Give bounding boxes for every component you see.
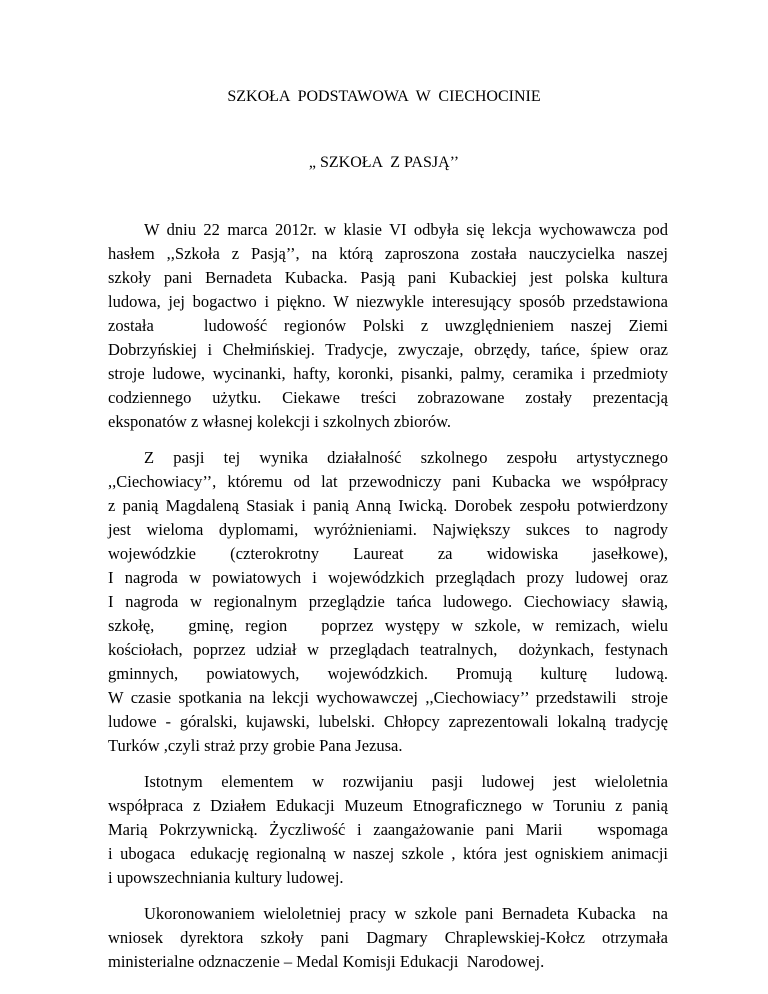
article-body	[108, 218, 668, 974]
paragraph-line: wniosek dyrektora szkoły pani Dagmary Chraplewskiej-Kołcz otrzymała	[108, 928, 668, 947]
paragraph-line: ,,Ciechowiacy’’, któremu od lat przewodniczy pani Kubacka we współpracy	[108, 472, 668, 491]
paragraph-line: została ludowość regionów Polski z uwzględnieniem naszej Ziemi	[108, 316, 668, 335]
paragraph-line: W dniu 22 marca 2012r. w klasie VI odbyła się lekcja wychowawcza pod	[144, 220, 668, 239]
paragraph	[108, 446, 668, 758]
paragraph-line: ludowa, jej bogactwo i piękno. W niezwykle interesujący sposób przedstawiona	[108, 292, 668, 311]
paragraph-line: i upowszechniania kultury ludowej.	[108, 868, 344, 887]
paragraph-line: współpraca z Działem Edukacji Muzeum Etnograficznego w Toruniu z panią	[108, 796, 668, 815]
paragraph-line: eksponatów z własnej kolekcji i szkolnych zbiorów.	[108, 412, 452, 431]
paragraph-line: ministerialne odznaczenie – Medal Komisji Edukacji Narodowej.	[108, 952, 545, 971]
paragraph-line: Z pasji tej wynika działalność szkolnego zespołu artystycznego	[144, 448, 668, 467]
paragraph-line: jest wieloma dyplomami, wyróżnieniami. Największy sukces to nagrody	[108, 520, 668, 539]
paragraph-line: hasłem ,,Szkoła z Pasją’’, na którą zaproszona została nauczycielka naszej	[108, 244, 668, 263]
paragraph-line: I nagroda w regionalnym przeglądzie tańca ludowego. Ciechowiacy sławią,	[108, 592, 668, 611]
paragraph-line: wojewódzkie (czterokrotny Laureat za widowiska jasełkowe),	[108, 544, 668, 563]
paragraph	[108, 218, 668, 434]
paragraph-line: Marią Pokrzywnicką. Życzliwość i zaangażowanie pani Marii wspomaga	[108, 820, 668, 839]
paragraph-line: codziennego użytku. Ciekawe treści zobrazowane zostały prezentacją	[108, 388, 668, 407]
paragraph-line: kościołach, poprzez udział w przeglądach teatralnych, dożynkach, festynach	[108, 640, 668, 659]
school-name-heading: SZKOŁA PODSTAWOWA W CIECHOCINIE	[227, 88, 541, 105]
paragraph	[108, 770, 668, 890]
paragraph-line: Istotnym elementem w rozwijaniu pasji ludowej jest wieloletnia	[144, 772, 668, 791]
paragraph-line: Ukoronowaniem wieloletniej pracy w szkole pani Bernadeta Kubacka na	[144, 904, 668, 923]
paragraph-line: i ubogaca edukację regionalną w naszej szkole , która jest ogniskiem animacji	[108, 844, 668, 863]
paragraph-line: stroje ludowe, wycinanki, hafty, koronki, pisanki, palmy, ceramika i przedmioty	[108, 364, 668, 383]
paragraph-line: Dobrzyńskiej i Chełmińskiej. Tradycje, zwyczaje, obrzędy, tańce, śpiew oraz	[108, 340, 668, 359]
paragraph-line: szkoły pani Bernadeta Kubacka. Pasją pani Kubackiej jest polska kultura	[108, 268, 668, 287]
paragraph-line: Turków ,czyli straż przy grobie Pana Jezusa.	[108, 736, 403, 755]
paragraph-line: I nagroda w powiatowych i wojewódzkich przeglądach prozy ludowej oraz	[108, 568, 668, 587]
article-title: „ SZKOŁA Z PASJĄ’’	[308, 154, 460, 171]
paragraph-line: z panią Magdaleną Stasiak i panią Anną Iwicką. Dorobek zespołu potwierdzony	[108, 496, 668, 515]
paragraph-line: szkołę, gminę, region poprzez występy w szkole, w remizach, wielu	[108, 616, 668, 635]
paragraph	[108, 902, 668, 974]
paragraph-line: ludowe - góralski, kujawski, lubelski. Chłopcy zaprezentowali lokalną tradycję	[108, 712, 668, 731]
paragraph-line: gminnych, powiatowych, wojewódzkich. Promują kulturę ludową.	[108, 664, 668, 683]
paragraph-line: W czasie spotkania na lekcji wychowawczej ,,Ciechowiacy’’ przedstawili stroje	[108, 688, 668, 707]
